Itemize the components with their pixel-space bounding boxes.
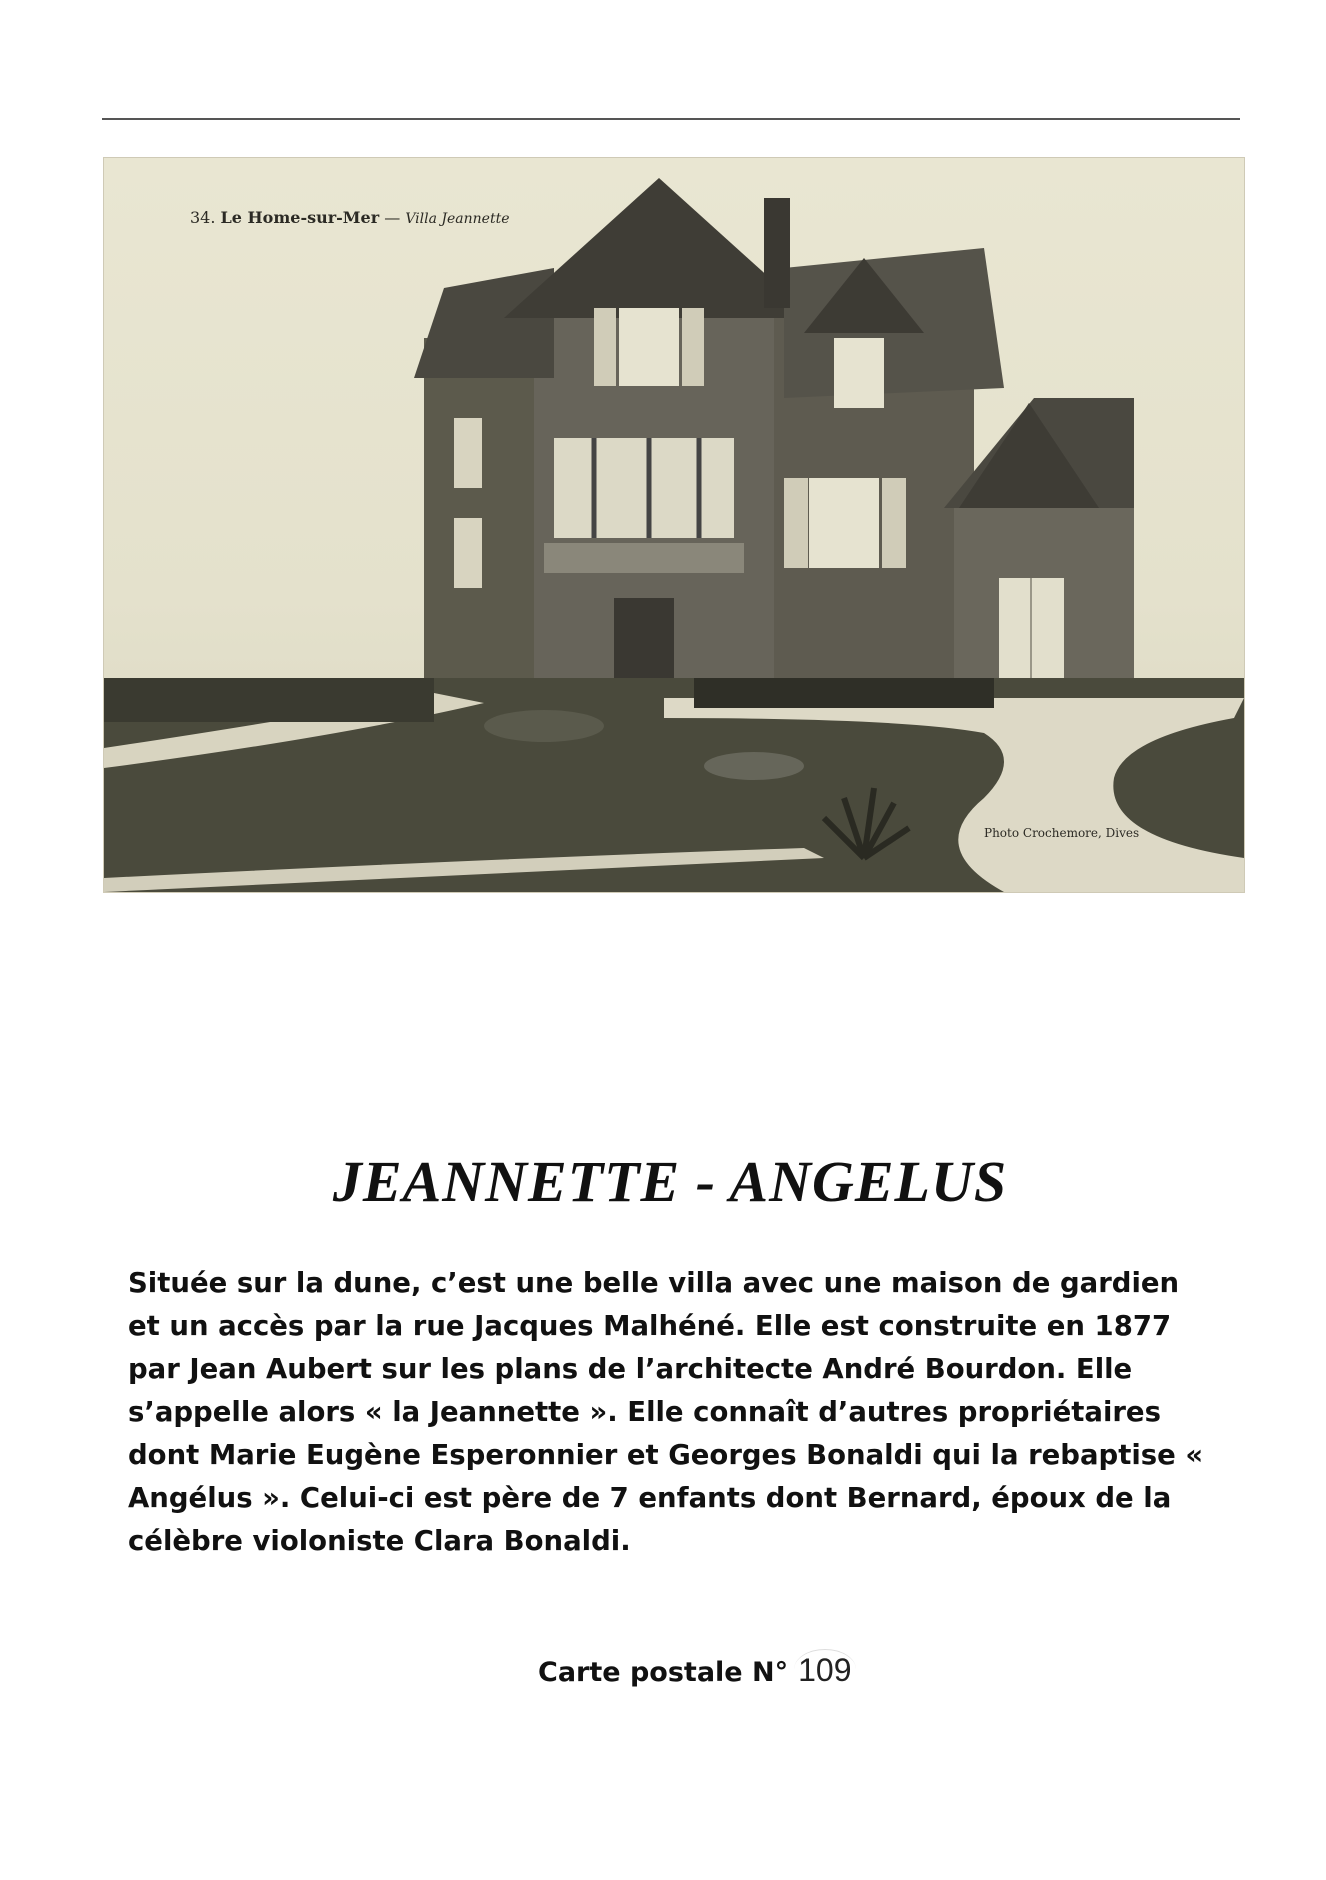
shutter-lr-l	[784, 478, 808, 568]
villa-illustration	[104, 158, 1244, 892]
balcony	[544, 543, 744, 573]
window-left	[454, 418, 482, 488]
page-title: JEANNETTE - ANGELUS	[332, 1149, 1008, 1214]
top-rule	[102, 118, 1240, 120]
description-paragraph: Située sur la dune, c’est une belle villa avec une maison de gardien et un accès par la rue Jacques Malhéné. Elle est construite en 1877 par Jean Aubert sur les plans de l’architecte André Bourdon. Elle s’appelle alors « la Jeannette ». Elle connaît d’autres propriétaires dont Marie Eugène Esperonnier et Georges Bonaldi qui la rebaptise « Angélus ». Celui-ci est père de 7 enfants dont Bernard, époux de la célèbre violoniste Clara Bonaldi.	[128, 1267, 1204, 1557]
roof-left	[414, 268, 554, 378]
caption-dash: —	[384, 208, 401, 227]
window-upper-right	[834, 338, 884, 408]
chimney	[764, 198, 790, 308]
window-left-lower	[454, 518, 482, 588]
flowerbed-left	[484, 710, 604, 742]
shutter-l	[594, 308, 616, 386]
window-upper-center	[619, 308, 679, 386]
house-left-wing	[424, 338, 544, 678]
window-lower-right	[809, 478, 879, 568]
shutter-lr-r	[882, 478, 906, 568]
villa-postcard-photo	[104, 158, 1244, 892]
hedge-left	[104, 678, 434, 722]
front-door	[614, 598, 674, 678]
photo-caption	[190, 208, 510, 227]
flowerbed-center	[704, 752, 804, 780]
shutter-r	[682, 308, 704, 386]
postcard-number: 109	[794, 1649, 855, 1690]
photo-credit: Photo Crochemore, Dives	[984, 826, 1140, 840]
caption-villa: Villa Jeannette	[405, 211, 510, 227]
bay-window	[554, 438, 734, 538]
postcard-label: Carte postale N°	[538, 1657, 789, 1688]
caption-number: 34.	[190, 208, 216, 227]
caption-place: Le Home-sur-Mer	[220, 208, 380, 227]
postcard-reference	[538, 1652, 856, 1689]
